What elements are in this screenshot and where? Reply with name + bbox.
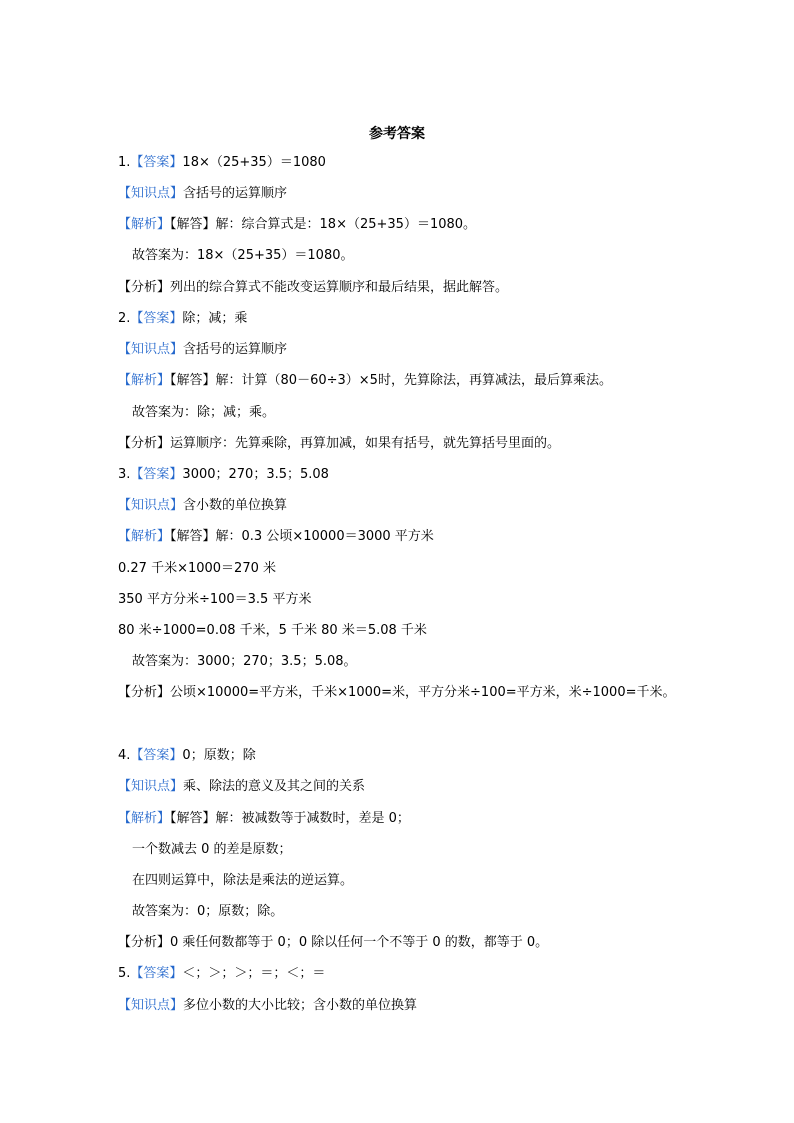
q1-solution-line	[118, 216, 476, 234]
q3-answer-line	[118, 466, 329, 484]
q1-solution-tag: 【解答】	[170, 217, 216, 232]
q5-knowledge-line	[118, 997, 417, 1015]
q3-number: 3.	[118, 467, 131, 482]
q3-solution-line	[118, 528, 434, 546]
q1-answer: 18×（25+35）＝1080	[182, 155, 326, 170]
q2-final: 故答案为：除；减；乘。	[132, 405, 276, 420]
q2-solution-line	[118, 372, 612, 390]
q1-note: 列出的综合算式不能改变运算顺序和最后结果，据此解答。	[170, 280, 509, 295]
q2-number: 2.	[118, 311, 131, 326]
q1-answer-line	[118, 154, 326, 172]
q2-solution-tag: 【解答】	[170, 373, 216, 388]
q3-knowledge-tag: 【知识点】	[118, 498, 184, 513]
q3-knowledge: 含小数的单位换算	[183, 498, 288, 513]
q5-knowledge-tag: 【知识点】	[118, 998, 184, 1013]
q4-note: 0 乘任何数都等于 0；0 除以任何一个不等于 0 的数，都等于 0。	[170, 935, 549, 950]
q2-note: 运算顺序：先算乘除，再算加减，如果有括号，就先算括号里面的。	[170, 436, 561, 451]
q4-final: 故答案为：0；原数；除。	[132, 904, 284, 919]
q5-answer-tag: 【答案】	[130, 966, 183, 981]
q5-number: 5.	[118, 966, 131, 981]
q2-solution: 解：计算（80－60÷3）×5时，先算除法，再算减法，最后算乘法。	[215, 373, 612, 388]
q4-knowledge: 乘、除法的意义及其之间的关系	[183, 779, 366, 794]
q2-knowledge-line	[118, 341, 287, 359]
q2-answer-line	[118, 310, 247, 328]
q3-note: 公顷×10000=平方米，千米×1000=米，平方分米÷100=平方米，米÷1000=千米。	[170, 685, 676, 700]
q2-note-line	[118, 435, 560, 453]
q2-analysis-tag: 【解析】	[118, 373, 171, 388]
q1-analysis-tag: 【解析】	[118, 217, 171, 232]
q3-note-line	[118, 684, 676, 702]
q3-final: 故答案为：3000；270；3.5；5.08。	[132, 654, 357, 669]
q4-solution: 解：被减数等于减数时，差是 0；	[215, 811, 410, 826]
q4-answer-line	[118, 747, 256, 765]
q3-line4: 80 米÷1000=0.08 千米，5 千米 80 米＝5.08 千米	[118, 623, 427, 638]
q5-answer-line	[118, 965, 325, 983]
q3-answer: 3000；270；3.5；5.08	[182, 467, 329, 482]
q3-knowledge-line	[118, 497, 287, 515]
q4-analysis-tag: 【解析】	[118, 811, 171, 826]
q4-note-line	[118, 934, 548, 952]
q1-solution: 解：综合算式是：18×（25+35）＝1080。	[215, 217, 477, 232]
q2-answer: 除；减；乘	[182, 311, 248, 326]
q3-line2: 0.27 千米×1000＝270 米	[118, 561, 276, 576]
q1-note-line	[118, 279, 508, 297]
q3-line3: 350 平方分米÷100＝3.5 平方米	[118, 592, 312, 607]
q4-note-tag: 【分析】	[118, 935, 171, 950]
q2-knowledge: 含括号的运算顺序	[183, 342, 288, 357]
q4-knowledge-tag: 【知识点】	[118, 779, 184, 794]
q4-line2: 一个数减去 0 的差是原数；	[132, 842, 292, 857]
q1-note-tag: 【分析】	[118, 280, 171, 295]
q1-knowledge: 含括号的运算顺序	[183, 186, 288, 201]
q1-answer-tag: 【答案】	[130, 155, 183, 170]
q5-knowledge: 多位小数的大小比较；含小数的单位换算	[183, 998, 418, 1013]
q3-note-tag: 【分析】	[118, 685, 171, 700]
q4-answer: 0；原数；除	[182, 748, 256, 763]
page-title: 参考答案	[369, 126, 425, 142]
q3-solution-tag: 【解答】	[170, 529, 216, 544]
q4-number: 4.	[118, 748, 131, 763]
q4-answer-tag: 【答案】	[130, 748, 183, 763]
q3-answer-tag: 【答案】	[130, 467, 183, 482]
q2-knowledge-tag: 【知识点】	[118, 342, 184, 357]
q2-note-tag: 【分析】	[118, 436, 171, 451]
q3-solution: 解：0.3 公顷×10000＝3000 平方米	[215, 529, 434, 544]
q4-line3: 在四则运算中，除法是乘法的逆运算。	[132, 873, 354, 888]
q4-knowledge-line	[118, 778, 365, 796]
q4-solution-tag: 【解答】	[170, 811, 216, 826]
q3-analysis-tag: 【解析】	[118, 529, 171, 544]
q2-answer-tag: 【答案】	[130, 311, 183, 326]
q1-final: 故答案为：18×（25+35）＝1080。	[132, 248, 354, 263]
q1-number: 1.	[118, 155, 131, 170]
q1-knowledge-tag: 【知识点】	[118, 186, 184, 201]
q4-solution-line	[118, 810, 410, 828]
q1-knowledge-line	[118, 185, 287, 203]
q5-answer: ＜；＞；＞；＝；＜；＝	[182, 966, 326, 981]
